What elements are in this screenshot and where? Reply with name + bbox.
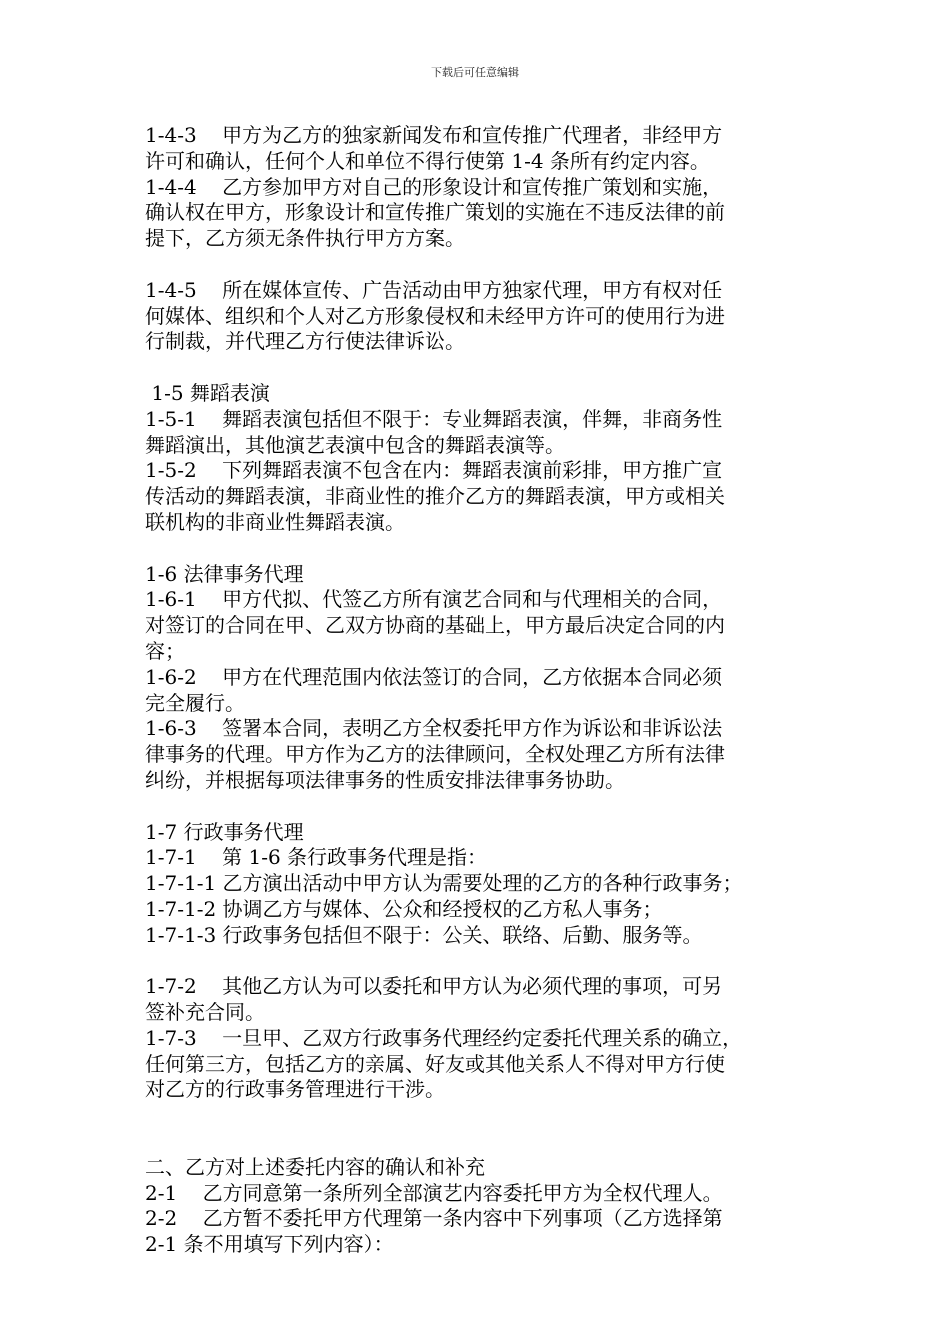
text-line: 1-4-3 甲方为乙方的独家新闻发布和宣传推广代理者，非经甲方 [145,123,723,147]
document-body [145,123,825,1258]
section-heading: 1-7 行政事务代理 [145,819,304,844]
text-line: 联机构的非商业性舞蹈表演。 [145,509,405,534]
spacer [145,949,825,975]
text-line: 对签订的合同在甲、乙双方协商的基础上，甲方最后决定合同的内 [145,613,725,638]
section-heading: 1-6 法律事务代理 [145,561,304,586]
text-line: 完全履行。 [145,690,245,715]
text-line: 许可和确认，任何个人和单位不得行使第 1-4 条所有约定内容。 [145,148,710,173]
spacer [145,536,825,562]
text-line: 行制裁，并代理乙方行使法律诉讼。 [145,329,465,354]
spacer [145,1103,825,1155]
text-line: 1-7-1-1 乙方演出活动中甲方认为需要处理的乙方的各种行政事务； [145,871,743,896]
spacer [145,794,825,820]
text-line: 1-5-2 下列舞蹈表演不包含在内：舞蹈表演前彩排，甲方推广宣 [145,458,723,483]
text-line: 对乙方的行政事务管理进行干涉。 [145,1077,445,1102]
text-line: 容； [145,638,185,663]
text-line: 1-4-5 所在媒体宣传、广告活动由甲方独家代理，甲方有权对任 [145,277,723,302]
text-line: 何媒体、组织和个人对乙方形象侵权和未经甲方许可的使用行为进 [145,303,725,328]
section-heading: 1-5 舞蹈表演 [145,380,270,405]
text-line: 2-1 乙方同意第一条所列全部演艺内容委托甲方为全权代理人。 [145,1180,723,1205]
text-line: 1-7-3 一旦甲、乙双方行政事务代理经约定委托代理关系的确立， [145,1025,743,1050]
text-line: 2-1 条不用填写下列内容）： [145,1232,394,1257]
text-line: 提下，乙方须无条件执行甲方方案。 [145,226,465,251]
spacer [145,355,825,381]
section-1-5-dance [145,381,825,536]
text-line: 传活动的舞蹈表演，非商业性的推介乙方的舞蹈表演，甲方或相关 [145,484,725,509]
page-header: 下载后可任意编辑 [431,66,519,79]
text-line: 1-5-1 舞蹈表演包括但不限于：专业舞蹈表演，伴舞，非商务性 [145,406,723,431]
text-line: 1-7-2 其他乙方认为可以委托和甲方认为必须代理的事项，可另 [145,974,723,999]
paragraph-1-4-5 [145,278,825,355]
paragraph-1-4-3 [145,123,825,175]
text-line: 纠纷，并根据每项法律事务的性质安排法律事务协助。 [145,767,625,792]
text-line: 律事务的代理。甲方作为乙方的法律顾问，全权处理乙方所有法律 [145,742,725,767]
text-line: 1-6-1 甲方代拟、代签乙方所有演艺合同和与代理相关的合同， [145,587,723,612]
text-line: 舞蹈演出，其他演艺表演中包含的舞蹈表演等。 [145,432,565,457]
section-heading: 二、乙方对上述委托内容的确认和补充 [145,1154,485,1179]
text-line: 1-7-1 第 1-6 条行政事务代理是指： [145,845,488,870]
section-1-7-admin [145,820,825,949]
section-1-6-legal [145,562,825,794]
paragraph-1-7-2 [145,974,825,1103]
text-line: 2-2 乙方暂不委托甲方代理第一条内容中下列事项（乙方选择第 [145,1206,723,1231]
section-2-confirmation [145,1155,825,1258]
text-line: 1-6-2 甲方在代理范围内依法签订的合同，乙方依据本合同必须 [145,664,723,689]
text-line: 1-7-1-2 协调乙方与媒体、公众和经授权的乙方私人事务； [145,896,663,921]
text-line: 1-4-4 乙方参加甲方对自己的形象设计和宣传推广策划和实施， [145,174,723,199]
text-line: 1-7-1-3 行政事务包括但不限于：公关、联络、后勤、服务等。 [145,922,703,947]
text-line: 任何第三方，包括乙方的亲属、好友或其他关系人不得对甲方行使 [145,1051,725,1076]
paragraph-1-4-4 [145,175,825,252]
text-line: 确认权在甲方，形象设计和宣传推广策划的实施在不违反法律的前 [145,200,725,225]
text-line: 签补充合同。 [145,1000,265,1025]
text-line: 1-6-3 签署本合同，表明乙方全权委托甲方作为诉讼和非诉讼法 [145,716,723,741]
spacer [145,252,825,278]
